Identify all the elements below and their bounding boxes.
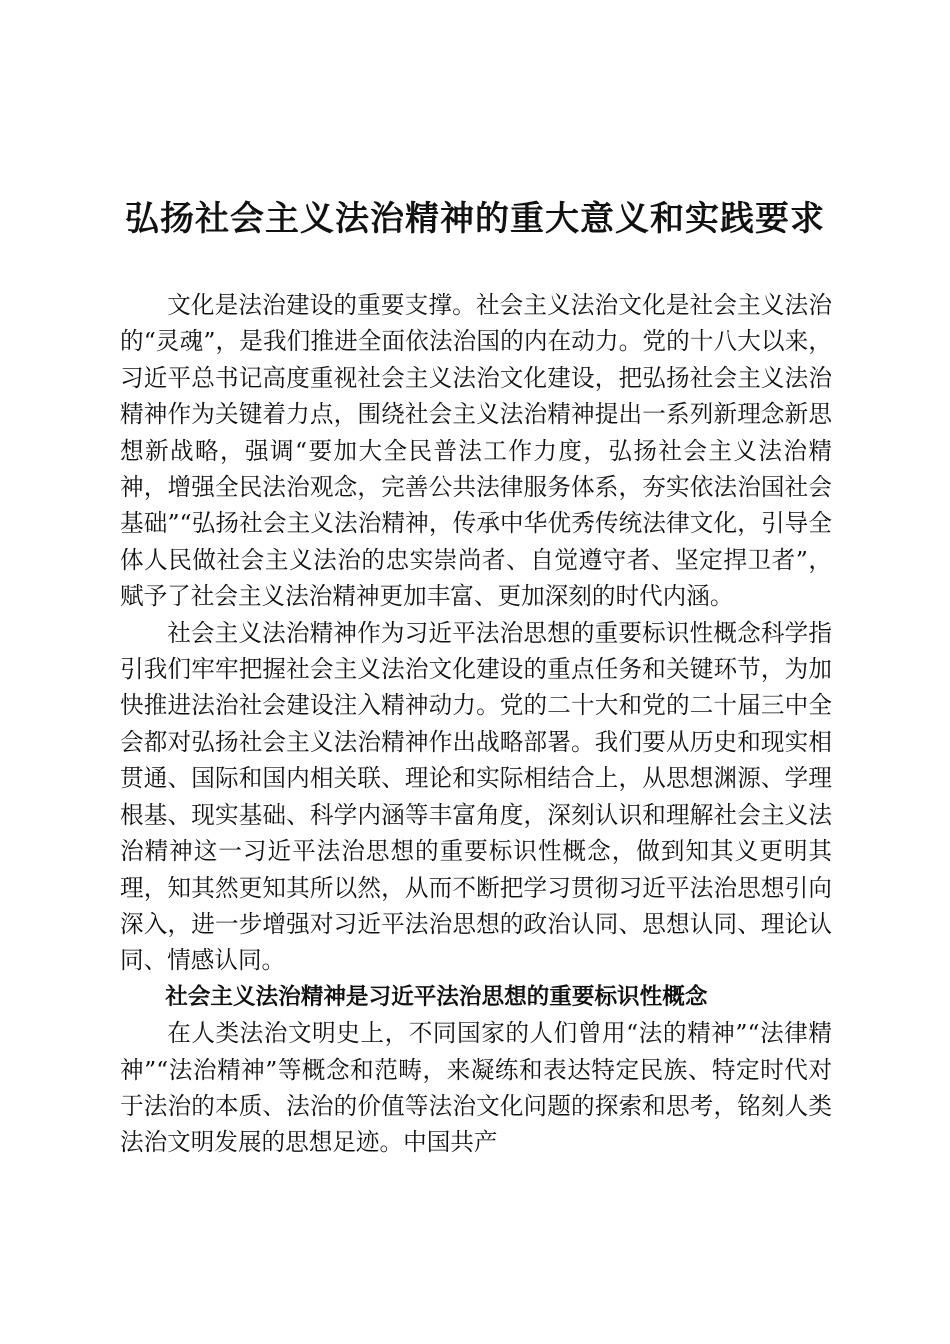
paragraph-significance: 社会主义法治精神作为习近平法治思想的重要标识性概念科学指引我们牢牢把握社会主义法治文化建设的重点任务和关键环节，为加快推进法治社会建设注入精神动力。党的二十大和党的二十届三中全会都对弘扬社会主义法治精神作出战略部署。我们要从历史和现实相贯通、国际和国内相关联、理论和实际相结合上，从思想渊源、学理根基、现实基础、科学内涵等丰富角度，深刻认识和理解社会主义法治精神这一习近平法治思想的重要标识性概念，做到知其义更明其理，知其然更知其所以然，从而不断把学习贯彻习近平法治思想引向深入，进一步增强对习近平法治思想的政治认同、思想认同、理论认同、情感认同。 (120, 618, 832, 975)
document-title: 弘扬社会主义法治精神的重大意义和实践要求 (125, 199, 825, 239)
section-heading: 社会主义法治精神是习近平法治思想的重要标识性概念 (165, 983, 708, 1010)
paragraph-intro: 文化是法治建设的重要支撑。社会主义法治文化是社会主义法治的“灵魂”，是我们推进全面依法治国的内在动力。党的十八大以来，习近平总书记高度重视社会主义法治文化建设，把弘扬社会主义法治精神作为关键着力点，围绕社会主义法治精神提出一系列新理念新思想新战略，强调“要加大全民普法工作力度，弘扬社会主义法治精神，增强全民法治观念，完善公共法律服务体系，夯实依法治国社会基础”“弘扬社会主义法治精神，传承中华优秀传统法律文化，引导全体人民做社会主义法治的忠实崇尚者、自觉遵守者、坚定捍卫者”，赋予了社会主义法治精神更加丰富、更加深刻的时代内涵。 (120, 291, 832, 611)
document-body (120, 287, 832, 1161)
paragraph-section-start: 在人类法治文明史上，不同国家的人们曾用“法的精神”“法律精神”“法治精神”等概念和范畴，来凝练和表达特定民族、特定时代对于法治的本质、法治的价值等法治文化问题的探索和思考，铭刻人类法治文明发展的思想足迹。中国共产 (120, 1019, 832, 1157)
